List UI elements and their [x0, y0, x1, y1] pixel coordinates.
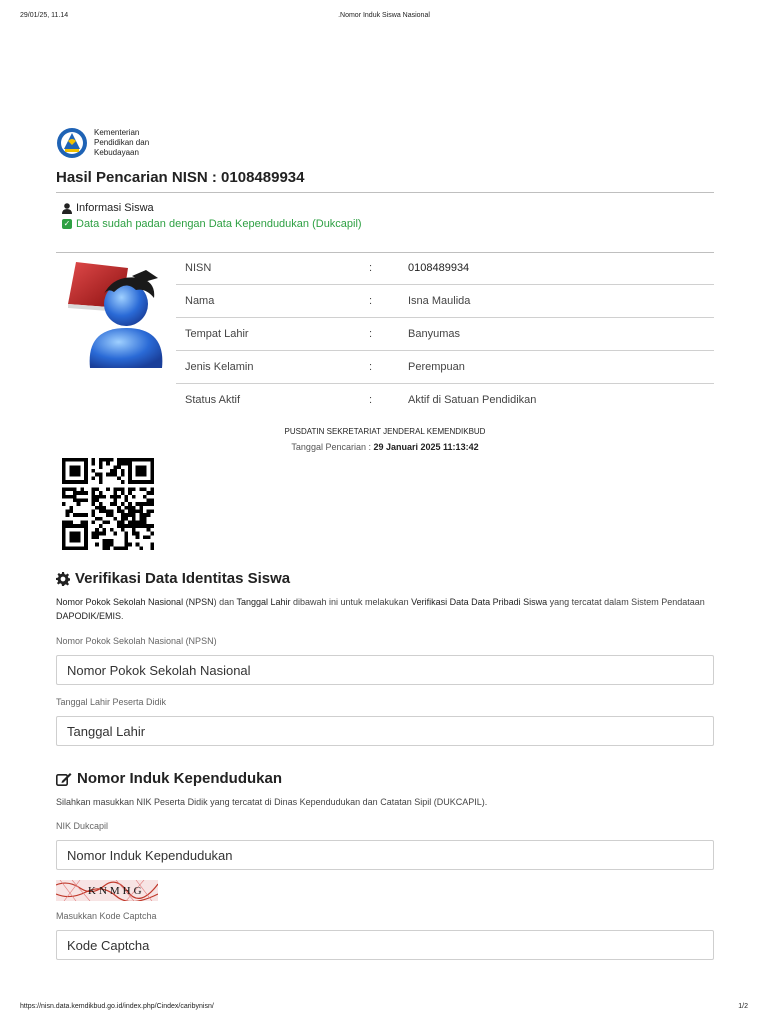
qr-module: [77, 491, 81, 495]
captcha-text: KNMHG: [88, 885, 145, 897]
search-timestamp: [56, 442, 714, 452]
text-fragment: .: [121, 611, 124, 621]
qr-module: [150, 543, 154, 547]
qr-module: [136, 543, 140, 547]
qr-module: [99, 473, 103, 477]
qr-module: [117, 521, 121, 525]
text-npsn-term: Nomor Pokok Sekolah Nasional: [56, 597, 184, 607]
qr-module: [132, 532, 136, 536]
qr-module: [125, 458, 129, 462]
qr-module: [110, 543, 114, 547]
text-fragment: dibawah ini untuk melakukan: [290, 597, 412, 607]
qr-module: [117, 546, 121, 550]
qr-module: [139, 517, 143, 521]
qr-module: [125, 498, 129, 502]
captcha-image: [56, 880, 158, 901]
qr-module: [150, 510, 154, 514]
qr-module: [99, 524, 103, 528]
qr-module: [73, 487, 77, 491]
student-details-table: [176, 252, 714, 416]
print-page-number: 1/2: [738, 1003, 748, 1010]
qr-module: [139, 510, 143, 514]
search-time-value: 29 Januari 2025 11:13:42: [373, 442, 479, 452]
npsn-input[interactable]: [56, 655, 714, 685]
qr-module: [69, 506, 73, 510]
qr-module: [114, 502, 118, 506]
qr-module: [106, 473, 110, 477]
qr-module: [121, 521, 125, 525]
captcha-label: Masukkan Kode Captcha: [56, 911, 157, 921]
verification-heading: [56, 570, 290, 587]
qr-module: [150, 491, 154, 495]
qr-module: [99, 510, 103, 514]
qr-module: [110, 513, 114, 517]
qr-module: [121, 510, 125, 514]
qr-module: [117, 465, 121, 469]
qr-module: [139, 506, 143, 510]
qr-module: [80, 513, 84, 517]
qr-module: [62, 491, 66, 495]
qr-module: [110, 458, 114, 462]
qr-module: [121, 528, 125, 532]
kemendikbud-logo: [56, 127, 164, 159]
qr-module: [114, 495, 118, 499]
qr-module: [91, 495, 95, 499]
qr-module: [139, 487, 143, 491]
qr-module: [62, 502, 66, 506]
qr-module: [102, 458, 106, 462]
qr-module: [136, 535, 140, 539]
qr-module: [110, 528, 114, 532]
detail-value: 0108489934: [399, 252, 714, 285]
qr-module: [91, 510, 95, 514]
qr-module: [102, 539, 106, 543]
qr-module: [128, 510, 132, 514]
qr-module: [110, 469, 114, 473]
qr-module: [106, 546, 110, 550]
qr-module: [106, 539, 110, 543]
text-fragment: yang tercatat dalam Sistem Pendataan: [547, 597, 705, 607]
qr-module: [95, 506, 99, 510]
qr-module: [114, 532, 118, 536]
qr-module: [114, 517, 118, 521]
nik-label: NIK Dukcapil: [56, 821, 109, 831]
qr-module: [102, 495, 106, 499]
detail-value: Aktif di Satuan Pendidikan: [408, 394, 537, 406]
qr-module: [66, 513, 70, 517]
qr-module: [147, 528, 151, 532]
qr-module: [91, 513, 95, 517]
qr-module: [117, 506, 121, 510]
text-fragment: (: [183, 597, 189, 607]
qr-module: [150, 502, 154, 506]
qr-module: [110, 473, 114, 477]
qr-module: [106, 458, 110, 462]
qr-module: [121, 513, 125, 517]
qr-module: [121, 462, 125, 466]
qr-module: [136, 532, 140, 536]
qr-module: [99, 491, 103, 495]
qr-module: [132, 517, 136, 521]
dob-label: Tanggal Lahir Peserta Didik: [56, 697, 167, 707]
detail-label: Status Aktif: [185, 394, 241, 406]
qr-module: [95, 535, 99, 539]
qr-module: [150, 532, 154, 536]
captcha-input[interactable]: [56, 930, 714, 960]
qr-module: [73, 491, 77, 495]
qr-module: [128, 513, 132, 517]
detail-label: NISN: [176, 252, 360, 285]
qr-module: [139, 546, 143, 550]
detail-separator: :: [360, 318, 399, 351]
qr-module: [121, 487, 125, 491]
qr-code: [59, 458, 157, 550]
qr-module: [139, 502, 143, 506]
qr-module: [69, 521, 73, 525]
qr-module: [102, 546, 106, 550]
qr-module: [95, 532, 99, 536]
qr-module: [121, 473, 125, 477]
qr-module: [84, 498, 88, 502]
qr-module: [114, 465, 118, 469]
gear-icon: [56, 572, 70, 586]
detail-separator: :: [360, 351, 399, 384]
qr-module: [91, 469, 95, 473]
validation-text: Data sudah padan dengan Data Kependudukan (Dukcapil): [76, 218, 362, 230]
qr-module: [147, 535, 151, 539]
qr-module: [106, 521, 110, 525]
qr-module: [117, 495, 121, 499]
qr-module: [62, 521, 66, 525]
qr-module: [125, 524, 129, 528]
student-avatar-icon: [66, 258, 166, 373]
logo-line: Kementerian: [94, 128, 140, 137]
qr-module: [143, 502, 147, 506]
qr-module: [95, 543, 99, 547]
qr-module: [66, 510, 70, 514]
qr-module: [66, 495, 70, 499]
qr-module: [91, 535, 95, 539]
validation-status: [62, 218, 362, 230]
qr-module: [80, 491, 84, 495]
detail-label: Tempat Lahir: [176, 318, 360, 351]
qr-module: [99, 502, 103, 506]
qr-module: [132, 510, 136, 514]
qr-module: [125, 513, 129, 517]
qr-module: [125, 495, 129, 499]
qr-module: [117, 458, 121, 462]
qr-module: [69, 487, 73, 491]
qr-module: [73, 495, 77, 499]
qr-module: [102, 510, 106, 514]
qr-module: [125, 532, 129, 536]
table-row: [176, 384, 714, 417]
detail-label: Nama: [176, 285, 360, 318]
qr-module: [91, 462, 95, 466]
qr-module: [77, 502, 81, 506]
qr-module: [110, 539, 114, 543]
qr-module: [121, 480, 125, 484]
print-doc-title: .Nomor Induk Siswa Nasional: [338, 12, 430, 19]
qr-module: [95, 517, 99, 521]
qr-module: [143, 517, 147, 521]
qr-module: [147, 502, 151, 506]
org-name: PUSDATIN SEKRETARIAT JENDERAL KEMENDIKBUD: [284, 427, 486, 436]
qr-module: [91, 476, 95, 480]
qr-module: [84, 521, 88, 525]
tut-wuri-handayani-icon: [56, 127, 88, 159]
qr-module: [132, 506, 136, 510]
qr-module: [84, 513, 88, 517]
dob-input[interactable]: [56, 716, 714, 746]
qr-module: [121, 546, 125, 550]
qr-module: [80, 487, 84, 491]
qr-module: [99, 458, 103, 462]
qr-module: [147, 524, 151, 528]
qr-module: [150, 498, 154, 502]
qr-module: [62, 495, 66, 499]
qr-module: [62, 487, 66, 491]
qr-module: [84, 491, 88, 495]
user-icon: [62, 203, 72, 214]
qr-module: [95, 498, 99, 502]
text-verification-term: Verifikasi Data Data Pribadi Siswa: [411, 597, 548, 607]
qr-module: [128, 524, 132, 528]
detail-value: Perempuan: [399, 351, 714, 384]
qr-module: [117, 487, 121, 491]
qr-module: [91, 502, 95, 506]
qr-module: [66, 487, 70, 491]
text-dapodik-term: DAPODIK/EMIS: [56, 611, 122, 621]
qr-module: [150, 487, 154, 491]
qr-module: [95, 473, 99, 477]
qr-module: [106, 510, 110, 514]
qr-module: [91, 532, 95, 536]
qr-module: [147, 513, 151, 517]
qr-module: [99, 495, 103, 499]
qr-module: [102, 532, 106, 536]
qr-module: [99, 476, 103, 480]
qr-module: [69, 510, 73, 514]
qr-module: [136, 465, 147, 476]
detail-label: Jenis Kelamin: [176, 351, 360, 384]
qr-module: [106, 513, 110, 517]
text-dob-term: Tanggal Lahir: [236, 597, 291, 607]
qr-module: [95, 495, 99, 499]
qr-module: [125, 539, 129, 543]
qr-module: [132, 487, 136, 491]
print-datetime: 29/01/25, 11.14: [20, 12, 69, 19]
qr-module: [106, 462, 110, 466]
qr-module: [132, 495, 136, 499]
qr-module: [91, 498, 95, 502]
page-title: Hasil Pencarian NISN : 0108489934: [56, 169, 305, 186]
qr-module: [99, 465, 103, 469]
qr-module: [102, 543, 106, 547]
nik-description: Silahkan masukkan NIK Peserta Didik yang tercatat di Dinas Kependudukan dan Catatan Sipil (DUKCAPIL).: [56, 797, 488, 807]
qr-module: [132, 524, 136, 528]
text-fragment: ) dan: [213, 597, 237, 607]
qr-module: [69, 465, 80, 476]
title-divider: [56, 192, 714, 193]
qr-module: [143, 524, 147, 528]
verification-title: Verifikasi Data Identitas Siswa: [75, 570, 291, 587]
qr-module: [125, 546, 129, 550]
qr-module: [77, 498, 81, 502]
nik-input[interactable]: [56, 840, 714, 870]
qr-module: [102, 528, 106, 532]
qr-module: [150, 524, 154, 528]
qr-module: [114, 473, 118, 477]
qr-module: [132, 528, 136, 532]
nik-heading: [56, 770, 282, 787]
info-heading: [62, 202, 154, 214]
qr-module: [143, 535, 147, 539]
verification-description: [56, 595, 714, 623]
table-row: [176, 252, 714, 285]
qr-module: [136, 502, 140, 506]
print-url: https://nisn.data.kemdikbud.go.id/index.php/Cindex/caribynisn/: [20, 1003, 214, 1010]
qr-module: [91, 491, 95, 495]
nik-title: Nomor Induk Kependudukan: [77, 770, 283, 787]
qr-module: [121, 524, 125, 528]
detail-separator: :: [360, 285, 399, 318]
qr-module: [69, 495, 73, 499]
qr-module: [121, 502, 125, 506]
qr-module: [91, 458, 95, 462]
qr-module: [99, 532, 103, 536]
text-npsn-abbr: NPSN: [188, 597, 214, 607]
qr-module: [102, 506, 106, 510]
edit-icon: [56, 772, 72, 786]
qr-module: [128, 502, 132, 506]
qr-module: [125, 543, 129, 547]
qr-module: [121, 491, 125, 495]
qr-module: [147, 498, 151, 502]
qr-module: [125, 462, 129, 466]
qr-module: [117, 524, 121, 528]
qr-module: [139, 513, 143, 517]
qr-module: [128, 506, 132, 510]
qr-module: [136, 521, 140, 525]
table-row: [176, 318, 714, 351]
npsn-label: Nomor Pokok Sekolah Nasional (NPSN): [56, 636, 217, 646]
qr-module: [117, 510, 121, 514]
qr-module: [114, 546, 118, 550]
detail-separator: :: [369, 394, 373, 406]
table-row: [176, 285, 714, 318]
qr-module: [147, 510, 151, 514]
qr-module: [136, 510, 140, 514]
detail-value: Banyumas: [399, 318, 714, 351]
logo-line: Kebudayaan: [94, 148, 139, 157]
qr-module: [99, 506, 103, 510]
qr-module: [106, 543, 110, 547]
logo-line: Pendidikan dan: [94, 138, 150, 147]
info-label: Informasi Siswa: [76, 202, 154, 214]
table-row: [176, 351, 714, 384]
qr-module: [147, 491, 151, 495]
qr-module: [99, 517, 103, 521]
qr-module: [139, 521, 143, 525]
qr-module: [73, 498, 77, 502]
qr-module: [77, 513, 81, 517]
qr-module: [110, 495, 114, 499]
qr-module: [150, 546, 154, 550]
qr-module: [143, 521, 147, 525]
qr-module: [143, 495, 147, 499]
qr-module: [80, 498, 84, 502]
qr-module: [128, 521, 132, 525]
qr-module: [114, 469, 118, 473]
check-square-icon: ✓: [63, 219, 71, 228]
qr-module: [143, 513, 147, 517]
qr-module: [132, 521, 136, 525]
qr-module: [139, 524, 143, 528]
qr-module: [73, 513, 77, 517]
qr-module: [125, 506, 129, 510]
qr-module: [121, 469, 125, 473]
qr-module: [106, 487, 110, 491]
detail-separator: :: [360, 252, 399, 285]
qr-module: [125, 517, 129, 521]
qr-module: [128, 543, 132, 547]
qr-module: [95, 528, 99, 532]
qr-module: [117, 462, 121, 466]
qr-module: [143, 487, 147, 491]
qr-module: [117, 476, 121, 480]
qr-module: [128, 491, 132, 495]
qr-module: [121, 517, 125, 521]
qr-module: [114, 487, 118, 491]
search-time-label: Tanggal Pencarian :: [291, 442, 371, 452]
qr-module: [110, 502, 114, 506]
qr-module: [128, 487, 132, 491]
qr-module: [136, 524, 140, 528]
qr-module: [91, 521, 95, 525]
qr-module: [121, 458, 125, 462]
qr-module: [80, 521, 84, 525]
qr-module: [132, 513, 136, 517]
qr-module: [125, 535, 129, 539]
qr-module: [114, 491, 118, 495]
qr-module: [91, 487, 95, 491]
qr-module: [110, 510, 114, 514]
qr-module: [102, 521, 106, 525]
qr-module: [95, 487, 99, 491]
detail-value: Isna Maulida: [399, 285, 714, 318]
qr-module: [99, 462, 103, 466]
qr-module: [114, 498, 118, 502]
qr-module: [66, 521, 70, 525]
qr-module: [69, 532, 80, 543]
qr-module: [99, 480, 103, 484]
